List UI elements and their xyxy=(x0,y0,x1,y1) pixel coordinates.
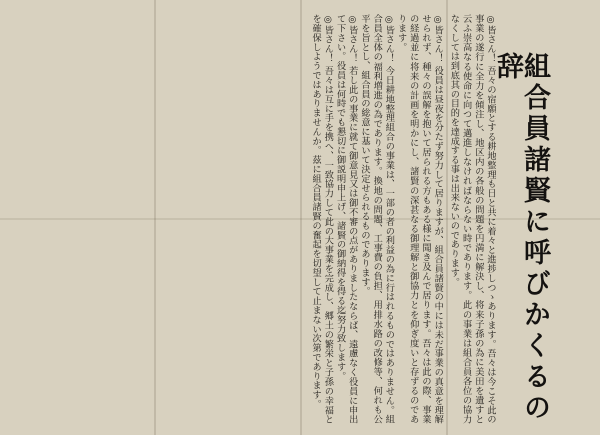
body-paragraph: ◎皆さん！ 若し此の事業に就て御意見又は御不審の点がありましたならば、遠慮なく役員に申出て下さい。役員は何時でも懇切に御説明申上げ、諸賢の御納得を得る迄努力致します。 xyxy=(334,14,358,424)
body-paragraph: ◎皆さん！ 吾々の宿願とする耕地整理も日と共に着々と進捗しつゝあります。吾々は今こそ此の事業の遂行に全力を傾注し、地区内の各般の問題を円満に解決し、将来子孫の為に美田を遺すと云ふ崇高なる使命に向つて邁進しなければならない時であります。此の事業は組合員各位の協力なくしては到底其の目的を達成する事は出来ないのであります。 xyxy=(448,14,496,424)
body-paragraph: ◎皆さん！ 役員は昼夜を分たず努力して居りますが、組合員諸賢の中には未だ事業の真意を理解せられず、種々の誤解を抱いて居られる方もある様に聞き及んで居ります。吾々は此の際、事業の経過並に将来の計画を明かにし、諸賢の深甚なる御理解と御協力とを仰ぎ度いと存ずるのであります。 xyxy=(395,14,444,424)
body-paragraph: ◎皆さん！ 今日耕地整理組合の事業は、一部の者の利益の為に行はれるものではありません。組合員全体の福利増進の為であります。換地の問題、工事費の負担、用排水路の改修等、何れも公平を旨とし、組合員の総意に基いて決定せられるものであります。 xyxy=(358,14,395,424)
body-paragraph: ◎皆さん！ 吾々は互に手を携へ、一致協力して此の大事業を完成し、郷土の繁栄と子孫の幸福とを確保しようではありませんか。茲に組合員諸賢の奮起を切望して止まない次第であります。 xyxy=(310,14,334,424)
document-title: 組合員諸賢に呼びかくるの辞 xyxy=(492,52,550,424)
document-body xyxy=(12,14,496,424)
